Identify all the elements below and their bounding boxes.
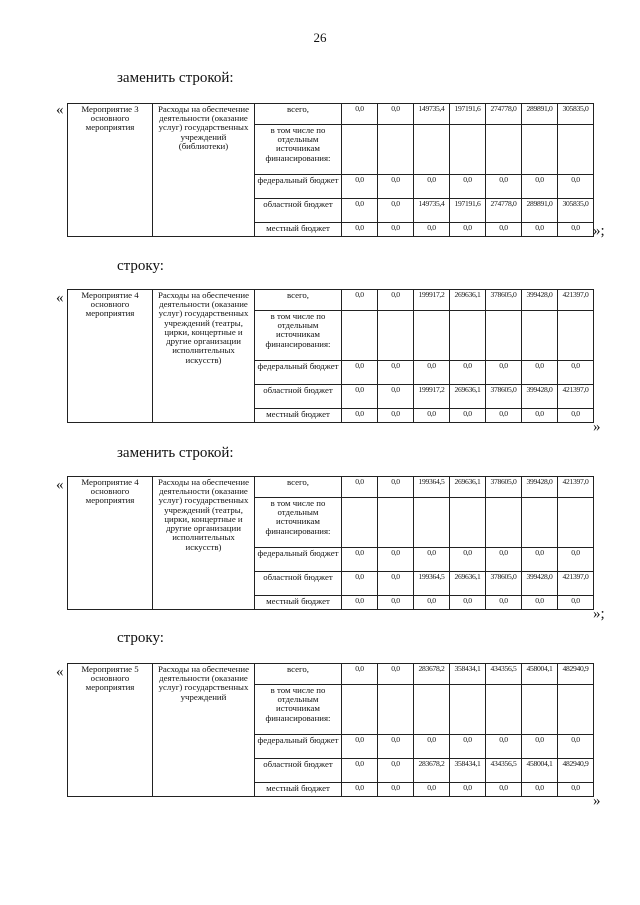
open-quote: « bbox=[56, 102, 64, 118]
amount-cell: 0,0 bbox=[378, 477, 414, 498]
amount-cell bbox=[378, 311, 414, 361]
amount-cell: 0,0 bbox=[414, 735, 450, 759]
amount-cell: 0,0 bbox=[342, 104, 378, 125]
amount-cell: 0,0 bbox=[378, 385, 414, 409]
open-quote: « bbox=[56, 477, 64, 493]
amount-cell bbox=[378, 498, 414, 548]
amount-cell: 0,0 bbox=[522, 361, 558, 385]
amount-cell: 269636,1 bbox=[450, 477, 486, 498]
amount-cell: 149735,4 bbox=[414, 199, 450, 223]
amount-cell: 458004,1 bbox=[522, 664, 558, 685]
amount-cell: 283678,2 bbox=[414, 759, 450, 783]
amount-cell: 305835,0 bbox=[558, 104, 594, 125]
amount-cell: 421397,0 bbox=[558, 572, 594, 596]
amount-cell: 434356,5 bbox=[486, 664, 522, 685]
funding-source-cell: областной бюджет bbox=[255, 759, 342, 783]
amount-cell bbox=[522, 685, 558, 735]
amount-cell bbox=[486, 685, 522, 735]
amount-cell: 0,0 bbox=[378, 290, 414, 311]
amount-cell: 305835,0 bbox=[558, 199, 594, 223]
table-row bbox=[68, 104, 594, 125]
amount-cell: 0,0 bbox=[378, 361, 414, 385]
amount-cell: 199364,5 bbox=[414, 572, 450, 596]
section-heading: строку: bbox=[117, 258, 164, 274]
funding-source-cell: местный бюджет bbox=[255, 783, 342, 797]
amount-cell: 0,0 bbox=[378, 783, 414, 797]
budget-table bbox=[67, 103, 594, 237]
amount-cell: 358434,1 bbox=[450, 664, 486, 685]
close-quote: »; bbox=[593, 223, 605, 239]
amount-cell: 149735,4 bbox=[414, 104, 450, 125]
funding-source-cell: федеральный бюджет bbox=[255, 175, 342, 199]
open-quote: « bbox=[56, 664, 64, 680]
measure-name-cell: Мероприятие 4 основного мероприятия bbox=[68, 477, 153, 610]
amount-cell: 0,0 bbox=[342, 548, 378, 572]
amount-cell: 378605,0 bbox=[486, 385, 522, 409]
funding-source-cell: всего, bbox=[255, 664, 342, 685]
amount-cell: 0,0 bbox=[342, 783, 378, 797]
amount-cell: 0,0 bbox=[378, 664, 414, 685]
amount-cell: 421397,0 bbox=[558, 290, 594, 311]
amount-cell: 0,0 bbox=[522, 175, 558, 199]
amount-cell: 482940,9 bbox=[558, 664, 594, 685]
amount-cell bbox=[558, 498, 594, 548]
amount-cell: 0,0 bbox=[522, 735, 558, 759]
amount-cell: 0,0 bbox=[486, 409, 522, 423]
amount-cell: 0,0 bbox=[414, 548, 450, 572]
amount-cell: 0,0 bbox=[342, 361, 378, 385]
amount-cell: 421397,0 bbox=[558, 477, 594, 498]
budget-table bbox=[67, 476, 594, 610]
amount-cell: 0,0 bbox=[342, 572, 378, 596]
amount-cell: 0,0 bbox=[450, 735, 486, 759]
measure-name-cell: Мероприятие 5 основного мероприятия bbox=[68, 664, 153, 797]
amount-cell: 269636,1 bbox=[450, 385, 486, 409]
amount-cell: 269636,1 bbox=[450, 290, 486, 311]
amount-cell: 0,0 bbox=[450, 548, 486, 572]
amount-cell: 0,0 bbox=[342, 385, 378, 409]
table-row bbox=[68, 477, 594, 498]
amount-cell: 0,0 bbox=[558, 361, 594, 385]
budget-table bbox=[67, 663, 594, 797]
amount-cell: 358434,1 bbox=[450, 759, 486, 783]
funding-source-cell: федеральный бюджет bbox=[255, 548, 342, 572]
amount-cell: 0,0 bbox=[378, 409, 414, 423]
amount-cell: 283678,2 bbox=[414, 664, 450, 685]
amount-cell bbox=[522, 311, 558, 361]
amount-cell: 0,0 bbox=[450, 409, 486, 423]
amount-cell bbox=[378, 685, 414, 735]
amount-cell: 197191,6 bbox=[450, 104, 486, 125]
amount-cell: 0,0 bbox=[450, 361, 486, 385]
budget-table bbox=[67, 289, 594, 423]
amount-cell: 0,0 bbox=[414, 223, 450, 237]
amount-cell: 0,0 bbox=[378, 759, 414, 783]
amount-cell: 0,0 bbox=[378, 548, 414, 572]
amount-cell: 0,0 bbox=[450, 783, 486, 797]
amount-cell: 421397,0 bbox=[558, 385, 594, 409]
amount-cell bbox=[558, 685, 594, 735]
amount-cell bbox=[414, 311, 450, 361]
amount-cell bbox=[450, 685, 486, 735]
amount-cell bbox=[414, 685, 450, 735]
amount-cell: 0,0 bbox=[342, 664, 378, 685]
amount-cell bbox=[486, 498, 522, 548]
funding-source-cell: в том числе по отдельным источникам финансирования: bbox=[255, 311, 342, 361]
amount-cell: 378605,0 bbox=[486, 477, 522, 498]
amount-cell: 0,0 bbox=[450, 596, 486, 610]
close-quote: »; bbox=[593, 606, 605, 622]
amount-cell: 482940,9 bbox=[558, 759, 594, 783]
amount-cell: 0,0 bbox=[558, 548, 594, 572]
amount-cell: 0,0 bbox=[450, 223, 486, 237]
funding-source-cell: в том числе по отдельным источникам финансирования: bbox=[255, 498, 342, 548]
amount-cell: 289891,0 bbox=[522, 199, 558, 223]
amount-cell bbox=[450, 498, 486, 548]
amount-cell: 0,0 bbox=[342, 759, 378, 783]
funding-source-cell: областной бюджет bbox=[255, 572, 342, 596]
amount-cell: 0,0 bbox=[342, 290, 378, 311]
open-quote: « bbox=[56, 290, 64, 306]
amount-cell bbox=[558, 125, 594, 175]
amount-cell bbox=[486, 311, 522, 361]
measure-name-cell: Мероприятие 4 основного мероприятия bbox=[68, 290, 153, 423]
funding-source-cell: всего, bbox=[255, 290, 342, 311]
amount-cell: 199917,2 bbox=[414, 290, 450, 311]
amount-cell: 269636,1 bbox=[450, 572, 486, 596]
page-number: 26 bbox=[313, 30, 327, 45]
section-heading: заменить строкой: bbox=[117, 70, 234, 86]
amount-cell: 0,0 bbox=[414, 175, 450, 199]
amount-cell: 0,0 bbox=[342, 596, 378, 610]
amount-cell: 0,0 bbox=[486, 783, 522, 797]
amount-cell bbox=[342, 311, 378, 361]
amount-cell: 0,0 bbox=[558, 223, 594, 237]
expense-description-cell: Расходы на обеспечение деятельности (оказание услуг) государственных учреждений bbox=[153, 664, 255, 797]
amount-cell: 0,0 bbox=[378, 199, 414, 223]
amount-cell: 434356,5 bbox=[486, 759, 522, 783]
table-row bbox=[68, 664, 594, 685]
amount-cell: 0,0 bbox=[378, 735, 414, 759]
amount-cell bbox=[558, 311, 594, 361]
amount-cell: 0,0 bbox=[414, 361, 450, 385]
amount-cell: 0,0 bbox=[342, 409, 378, 423]
funding-source-cell: в том числе по отдельным источникам финансирования: bbox=[255, 125, 342, 175]
amount-cell bbox=[450, 311, 486, 361]
expense-description-cell: Расходы на обеспечение деятельности (оказание услуг) государственных учреждений (библиотеки) bbox=[153, 104, 255, 237]
amount-cell: 0,0 bbox=[558, 735, 594, 759]
amount-cell: 0,0 bbox=[378, 175, 414, 199]
amount-cell: 0,0 bbox=[486, 175, 522, 199]
funding-source-cell: всего, bbox=[255, 104, 342, 125]
amount-cell: 0,0 bbox=[378, 223, 414, 237]
amount-cell: 0,0 bbox=[558, 596, 594, 610]
amount-cell: 199917,2 bbox=[414, 385, 450, 409]
amount-cell: 289891,0 bbox=[522, 104, 558, 125]
amount-cell: 0,0 bbox=[558, 783, 594, 797]
amount-cell: 0,0 bbox=[342, 199, 378, 223]
amount-cell bbox=[522, 498, 558, 548]
amount-cell: 378605,0 bbox=[486, 290, 522, 311]
amount-cell: 0,0 bbox=[486, 596, 522, 610]
amount-cell: 0,0 bbox=[342, 175, 378, 199]
funding-source-cell: местный бюджет bbox=[255, 596, 342, 610]
amount-cell: 0,0 bbox=[486, 548, 522, 572]
amount-cell: 0,0 bbox=[486, 223, 522, 237]
amount-cell: 0,0 bbox=[414, 783, 450, 797]
amount-cell: 0,0 bbox=[378, 596, 414, 610]
amount-cell bbox=[342, 125, 378, 175]
amount-cell: 0,0 bbox=[414, 409, 450, 423]
amount-cell bbox=[450, 125, 486, 175]
amount-cell: 0,0 bbox=[522, 409, 558, 423]
close-quote: » bbox=[593, 793, 601, 809]
amount-cell: 0,0 bbox=[522, 223, 558, 237]
amount-cell: 0,0 bbox=[522, 548, 558, 572]
amount-cell: 199364,5 bbox=[414, 477, 450, 498]
amount-cell: 0,0 bbox=[558, 409, 594, 423]
amount-cell: 0,0 bbox=[414, 596, 450, 610]
amount-cell: 0,0 bbox=[486, 735, 522, 759]
amount-cell: 197191,6 bbox=[450, 199, 486, 223]
funding-source-cell: областной бюджет bbox=[255, 199, 342, 223]
amount-cell: 399428,0 bbox=[522, 477, 558, 498]
expense-description-cell: Расходы на обеспечение деятельности (оказание услуг) государственных учреждений (театры, цирки, концертные и другие организации исполнительных искусств) bbox=[153, 290, 255, 423]
section-heading: строку: bbox=[117, 630, 164, 646]
funding-source-cell: федеральный бюджет bbox=[255, 361, 342, 385]
expense-description-cell: Расходы на обеспечение деятельности (оказание услуг) государственных учреждений (театры, цирки, концертные и другие организации исполнительных искусств) bbox=[153, 477, 255, 610]
amount-cell: 0,0 bbox=[486, 361, 522, 385]
amount-cell: 399428,0 bbox=[522, 572, 558, 596]
amount-cell: 274778,0 bbox=[486, 104, 522, 125]
funding-source-cell: местный бюджет bbox=[255, 409, 342, 423]
amount-cell: 274778,0 bbox=[486, 199, 522, 223]
amount-cell: 458004,1 bbox=[522, 759, 558, 783]
amount-cell bbox=[414, 125, 450, 175]
amount-cell: 0,0 bbox=[522, 596, 558, 610]
funding-source-cell: федеральный бюджет bbox=[255, 735, 342, 759]
table-row bbox=[68, 290, 594, 311]
amount-cell: 399428,0 bbox=[522, 385, 558, 409]
amount-cell bbox=[486, 125, 522, 175]
amount-cell: 0,0 bbox=[342, 735, 378, 759]
amount-cell: 399428,0 bbox=[522, 290, 558, 311]
amount-cell bbox=[342, 498, 378, 548]
funding-source-cell: местный бюджет bbox=[255, 223, 342, 237]
amount-cell: 0,0 bbox=[522, 783, 558, 797]
amount-cell: 0,0 bbox=[558, 175, 594, 199]
amount-cell: 378605,0 bbox=[486, 572, 522, 596]
measure-name-cell: Мероприятие 3 основного мероприятия bbox=[68, 104, 153, 237]
section-heading: заменить строкой: bbox=[117, 445, 234, 461]
amount-cell bbox=[342, 685, 378, 735]
funding-source-cell: в том числе по отдельным источникам финансирования: bbox=[255, 685, 342, 735]
amount-cell: 0,0 bbox=[378, 572, 414, 596]
close-quote: » bbox=[593, 419, 601, 435]
amount-cell: 0,0 bbox=[342, 223, 378, 237]
amount-cell: 0,0 bbox=[342, 477, 378, 498]
amount-cell bbox=[522, 125, 558, 175]
funding-source-cell: всего, bbox=[255, 477, 342, 498]
amount-cell bbox=[378, 125, 414, 175]
amount-cell bbox=[414, 498, 450, 548]
funding-source-cell: областной бюджет bbox=[255, 385, 342, 409]
amount-cell: 0,0 bbox=[378, 104, 414, 125]
amount-cell: 0,0 bbox=[450, 175, 486, 199]
